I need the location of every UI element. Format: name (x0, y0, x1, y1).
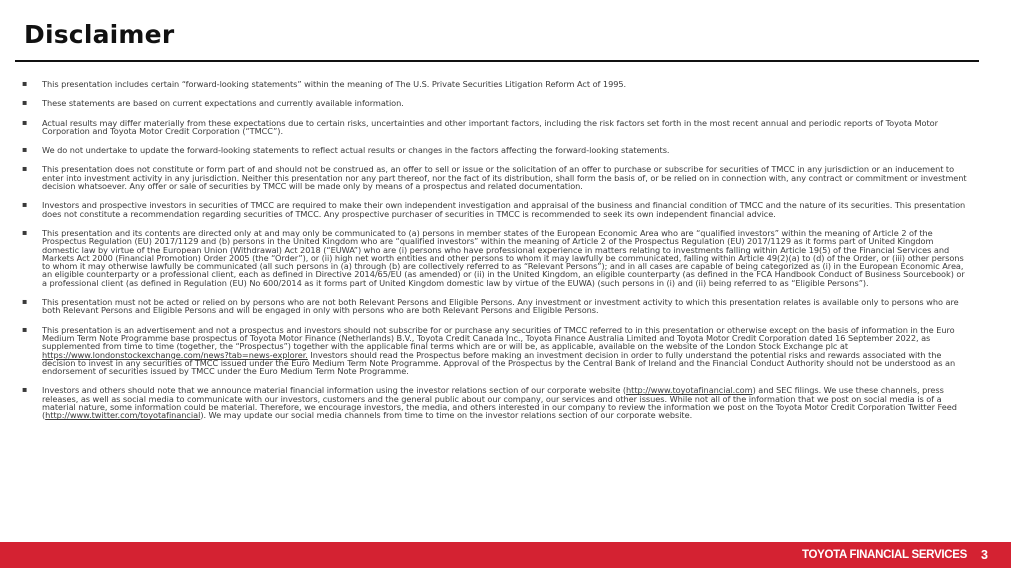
item-text-middle: ) and SEC filings. We use these channels, press releases, as well as social media to communicate with our investors, customers and the general public about our company, our services and other issues. While not all of the information that we post on social media is of a material nature, some information could be material. Therefore, we encourage investors, the media, and others interested in our company to review the information we post on the Toyota Motor Credit Corporation Twitter Feed ( (42, 385, 957, 421)
item-text: This presentation does not constitute or form part of and should not be construed as, an offer to sell or issue or the solicitation of an offer to purchase or subscribe for securities of TMCC in any jurisdiction or an inducement to enter into investment activity in any jurisdiction. Neither this presentation nor any part thereof, nor the fact of its distribution, shall form the basis of, or be relied on in connection with, any contract or commitment or investment decision whatsoever. Any offer or sale of securities by TMCC will be made only by means of a prospectus and related documentation. (42, 164, 967, 192)
bullet-icon: ▪ (22, 79, 28, 88)
bullet-icon: ▪ (22, 117, 28, 127)
bullet-icon: ▪ (22, 98, 28, 108)
footer-brand: TOYOTA FINANCIAL SERVICES (801, 549, 967, 561)
toyota-financial-link[interactable]: http://www.toyotafinancial.com (626, 385, 753, 396)
item-text-end: Investors should read the Prospectus before making an investment decision in order to fully understand the potential risks and rewards associated with the decision to invest in any securities of TMCC issued under the Euro Medium Term Note Programme. Approval of the Prospectus by the Central Bank of Ireland and the Financial Conduct Authority should not be understood as an endorsement of securities issued by TMCC under the Euro Medium Term Note Programme. (42, 349, 956, 377)
list-item (22, 326, 972, 376)
london-stock-exchange-link[interactable]: https://www.londonstockexchange.com/news?tab=news-explorer. (42, 349, 308, 360)
bullet-icon: ▪ (22, 324, 28, 334)
item-text: We do not undertake to update the forward-looking statements to reflect actual results or changes in the factors affecting the forward-looking statements. (42, 145, 670, 156)
item-text: Actual results may differ materially from these expectations due to certain risks, uncertainties and other important factors, including the risk factors set forth in the most recent annual and periodic reports of Toyota Motor Corporation and Toyota Motor Credit Corporation (“TMCC”). (42, 117, 938, 136)
list-item (22, 201, 972, 218)
footer-bar (0, 542, 1011, 568)
list-item (22, 119, 972, 136)
item-text-start: Investors and others should note that we announce material financial information using the investor relations section of our corporate website ( (42, 385, 627, 396)
bullet-icon: ▪ (22, 297, 28, 307)
list-item (22, 386, 972, 419)
bullet-icon: ▪ (22, 164, 28, 174)
page-number: 3 (981, 548, 988, 562)
item-text: These statements are based on current expectations and currently available information. (42, 98, 404, 109)
item-text-end: ). We may update our social media channels from time to time on the investor relations section of our corporate website. (200, 410, 693, 421)
bullet-icon: ▪ (22, 227, 28, 237)
item-text: Investors and prospective investors in securities of TMCC are required to make their own independent investigation and appraisal of the business and financial condition of TMCC and the nature of its securities. This presentation does not constitute a recommendation regarding securities of TMCC. Any prospective purchaser of securities in TMCC is recommended to seek its own independent financial advice. (42, 200, 966, 219)
item-text: This presentation and its contents are directed only at and may only be communicated to (a) persons in member states of the European Economic Area who are “qualified investors” within the meaning of Article 2 of the Prospectus Regulation (EU) 2017/1129 and (b) persons in the United Kingdom who are “qualified investors” within the meaning of Article 2 of the Prospectus Regulation (EU) 2017/1129 as it forms part of United Kingdom domestic law by virtue of the European Union (Withdrawal) Act 2018 (“EUWA”) who are (i) persons who have professional experience in matters relating to investments falling within Article 19(5) of the Financial Services and Markets Act 2000 (Financial Promotion) Order 2005 (the “Order”), or (ii) high net worth entities and other persons to whom it may lawfully be communicated, falling within Article 49(2)(a) to (d) of the Order, or (iii) other persons to whom it may otherwise lawfully be communicated (all such persons in (a) through (b) are collectively referred to as “Relevant Persons”); and in all cases are capable of being categorized as (i) in the European Economic Area, an eligible counterparty or a professional client, each as defined in Directive 2014/65/EU (as amended) or (ii) in the United Kingdom, an eligible counterparty (as defined in the FCA Handbook Conduct of Business Sourcebook) or a professional client (as defined in Regulation (EU) No 600/2014 as it forms part of United Kingdom domestic law by virtue of the EUWA) (such persons in (i) and (ii) being referred to as “Eligible Persons”). (42, 227, 965, 288)
disclaimer-list (22, 80, 972, 420)
item-text: This presentation must not be acted or relied on by persons who are not both Relevant Persons and Eligible Persons. Any investment or investment activity to which this presentation relates is available only to persons who are both Relevant Persons and Eligible Persons and will be engaged in only with persons who are both Relevant Persons and Eligible Persons. (42, 297, 959, 316)
page-title: Disclaimer (24, 20, 175, 49)
list-item (22, 99, 972, 107)
item-text: This presentation includes certain “forward-looking statements” within the meaning of The U.S. Private Securities Litigation Reform Act of 1995. (42, 79, 627, 89)
item-text-start: This presentation is an advertisement and not a prospectus and investors should not subscribe for or purchase any securities of TMCC referred to in this presentation or otherwise except on the basis of information in the Euro Medium Term Note Programme base prospectus of Toyota Motor Finance (Netherlands) B.V., Toyota Credit Canada Inc., Toyota Finance Australia Limited and Toyota Motor Credit Corporation dated 16 September 2022, as supplemented from time to time (together, the “Prospectus”) together with the applicable final terms which are or will be, as applicable, available on the website of the London Stock Exchange plc at (42, 324, 955, 352)
list-item (22, 146, 972, 154)
bullet-icon: ▪ (22, 200, 28, 210)
list-item (22, 298, 972, 315)
list-item (22, 80, 972, 88)
list-item (22, 229, 972, 287)
title-divider (15, 60, 979, 62)
bullet-icon: ▪ (22, 385, 28, 395)
list-item (22, 165, 972, 190)
twitter-link[interactable]: http://www.twitter.com/toyotafinancial (45, 410, 201, 421)
bullet-icon: ▪ (22, 145, 28, 155)
